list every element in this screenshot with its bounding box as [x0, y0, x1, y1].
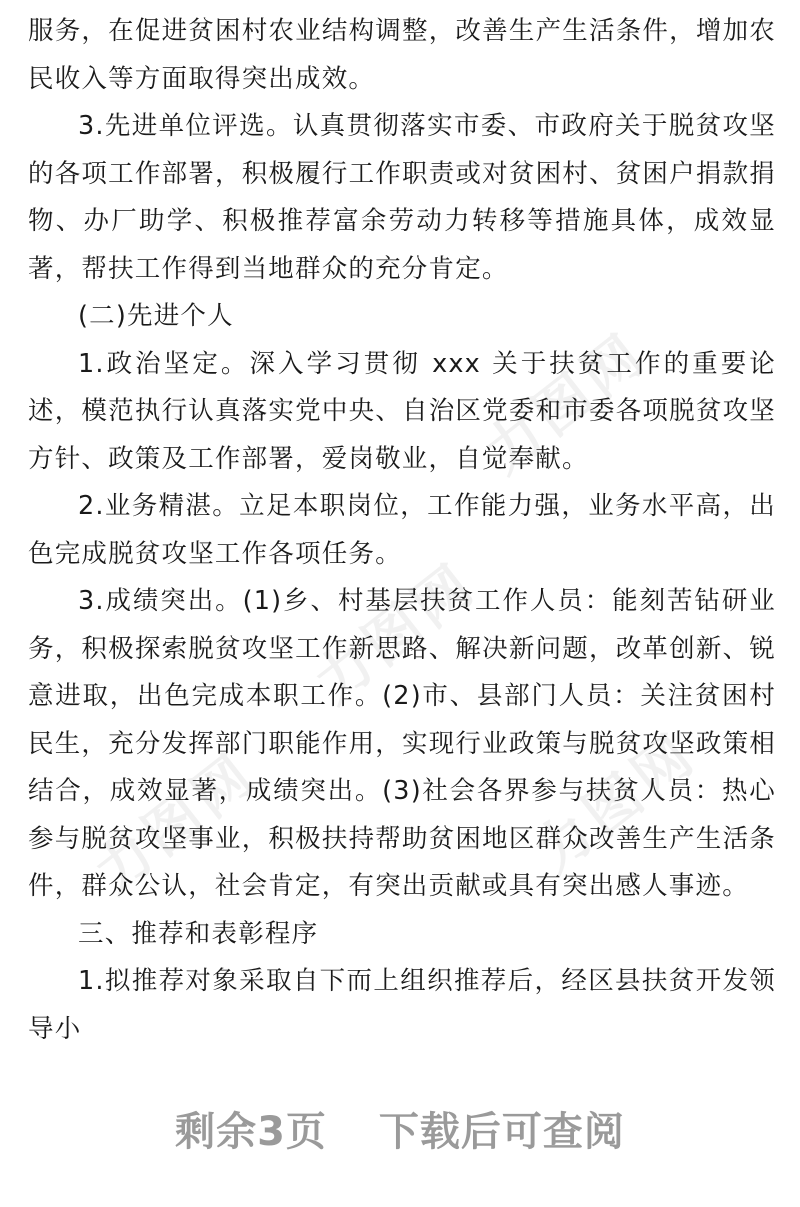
- paragraph: 3.成绩突出。(1)乡、村基层扶贫工作人员：能刻苦钻研业务，积极探索脱贫攻坚工作新思路、解决新问题，改革创新、锐意进取，出色完成本职工作。(2)市、县部门人员：关注贫困村民生，充分发挥部门职能作用，实现行业政策与脱贫攻坚政策相结合，成效显著，成绩突出。(3)社会各界参与扶贫人员：热心参与脱贫攻坚事业，积极扶持帮助贫困地区群众改善生产生活条件，群众公认，社会肯定，有突出贡献或具有突出感人事迹。: [28, 586, 776, 901]
- download-prompt[interactable]: [0, 1100, 800, 1157]
- remaining-pages-label: 剩余3页: [175, 1109, 327, 1155]
- paragraph: 1.拟推荐对象采取自下而上组织推荐后，经区县扶贫开发领导小: [28, 966, 776, 1044]
- section-heading: 三、推荐和表彰程序: [78, 918, 319, 949]
- download-to-view-label: 下载后可查阅: [378, 1109, 625, 1155]
- paragraph: 服务，在促进贫困村农业结构调整，改善生产生活条件，增加农民收入等方面取得突出成效。: [28, 16, 776, 94]
- section-heading: (二)先进个人: [78, 301, 234, 331]
- paragraph: 1.政治坚定。深入学习贯彻 xxx 关于扶贫工作的重要论述，模范执行认真落实党中央、自治区党委和市委各项脱贫攻坚方针、政策及工作部署，爱岗敬业，自觉奉献。: [28, 348, 776, 474]
- watermark: 力图网: [522, 720, 710, 887]
- document-body: [28, 8, 776, 1053]
- watermark: 力图网: [472, 320, 660, 487]
- paragraph: 3.先进单位评选。认真贯彻落实市委、市政府关于脱贫攻坚的各项工作部署，积极履行工作职责或对贫困村、贫困户捐款捐物、办厂助学、积极推荐富余劳动力转移等措施具体，成效显著，帮扶工作得到当地群众的充分肯定。: [28, 111, 776, 284]
- watermark: 力图网: [82, 740, 270, 907]
- paragraph: 2.业务精湛。立足本职岗位，工作能力强，业务水平高，出色完成脱贫攻坚工作各项任务。: [28, 491, 776, 569]
- watermark: 力图网: [302, 550, 490, 717]
